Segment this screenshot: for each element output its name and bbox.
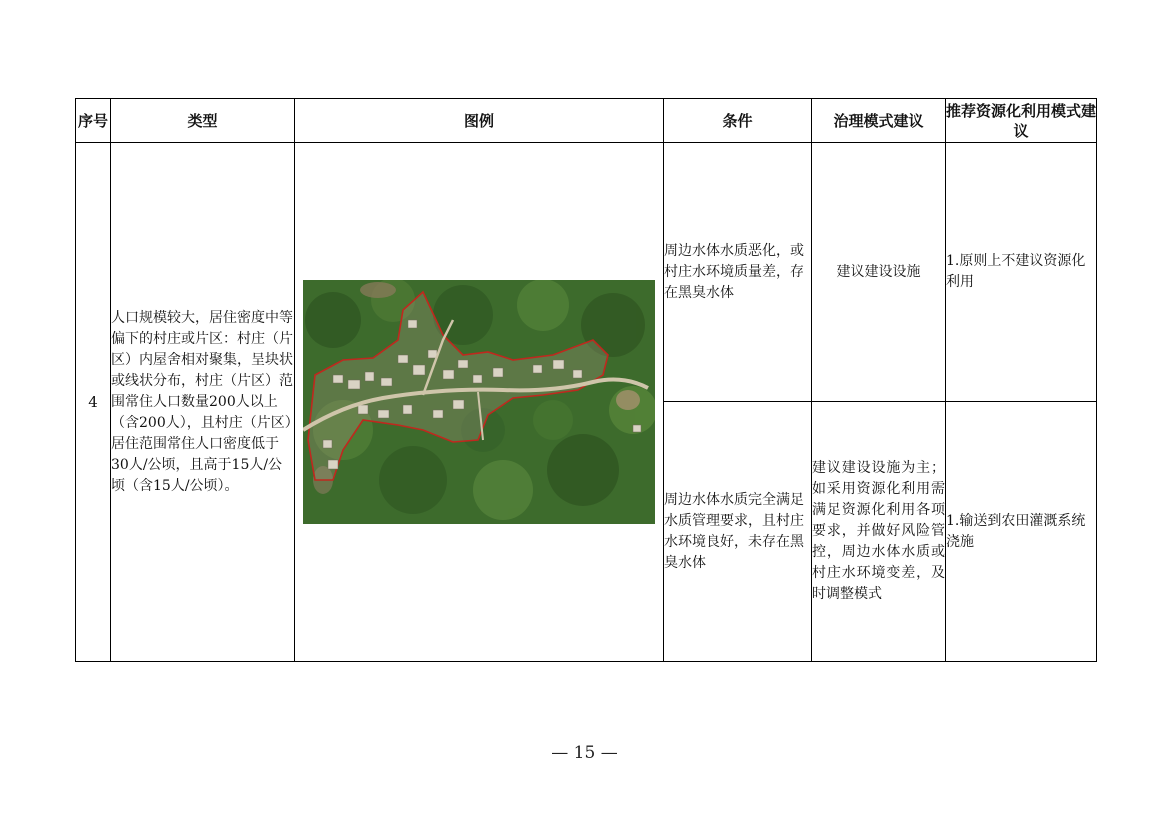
row-type-description: 人口规模较大，居住密度中等偏下的村庄或片区：村庄（片区）内屋舍相对聚集，呈块状或线状分布，村庄（片区）范围常住人口数量200人以上（含200人），且村庄（片区）居住范围常住人口密度低于30人/公顷，且高于15人/公顷（含15人/公顷）。 xyxy=(111,143,295,662)
header-index: 序号 xyxy=(76,99,111,143)
page-number: — 15 — xyxy=(551,743,618,763)
header-legend: 图例 xyxy=(295,99,664,143)
condition-2: 周边水体水质完全满足水质管理要求，且村庄水环境良好，未存在黑臭水体 xyxy=(664,402,812,662)
governance-mode-2: 建议建设设施为主；如采用资源化利用需满足资源化利用各项要求，并做好风险管控，周边水体水质或村庄水环境变差，及时调整模式 xyxy=(812,402,946,662)
header-type: 类型 xyxy=(111,99,295,143)
legend-image-cell xyxy=(295,143,664,662)
header-governance-mode: 治理模式建议 xyxy=(812,99,946,143)
header-row xyxy=(76,99,1097,143)
recommend-1: 1.原则上不建议资源化利用 xyxy=(946,143,1097,402)
row-index: 4 xyxy=(76,143,111,662)
condition-1: 周边水体水质恶化，或村庄水环境质量差，存在黑臭水体 xyxy=(664,143,812,402)
satellite-village-image xyxy=(303,280,655,524)
header-recommended-utilization: 推荐资源化利用模式建议 xyxy=(946,99,1097,143)
header-condition: 条件 xyxy=(664,99,812,143)
recommend-2: 1.输送到农田灌溉系统浇施 xyxy=(946,402,1097,662)
governance-table xyxy=(75,98,1097,662)
governance-mode-1: 建议建设设施 xyxy=(812,143,946,402)
table-row xyxy=(76,143,1097,402)
